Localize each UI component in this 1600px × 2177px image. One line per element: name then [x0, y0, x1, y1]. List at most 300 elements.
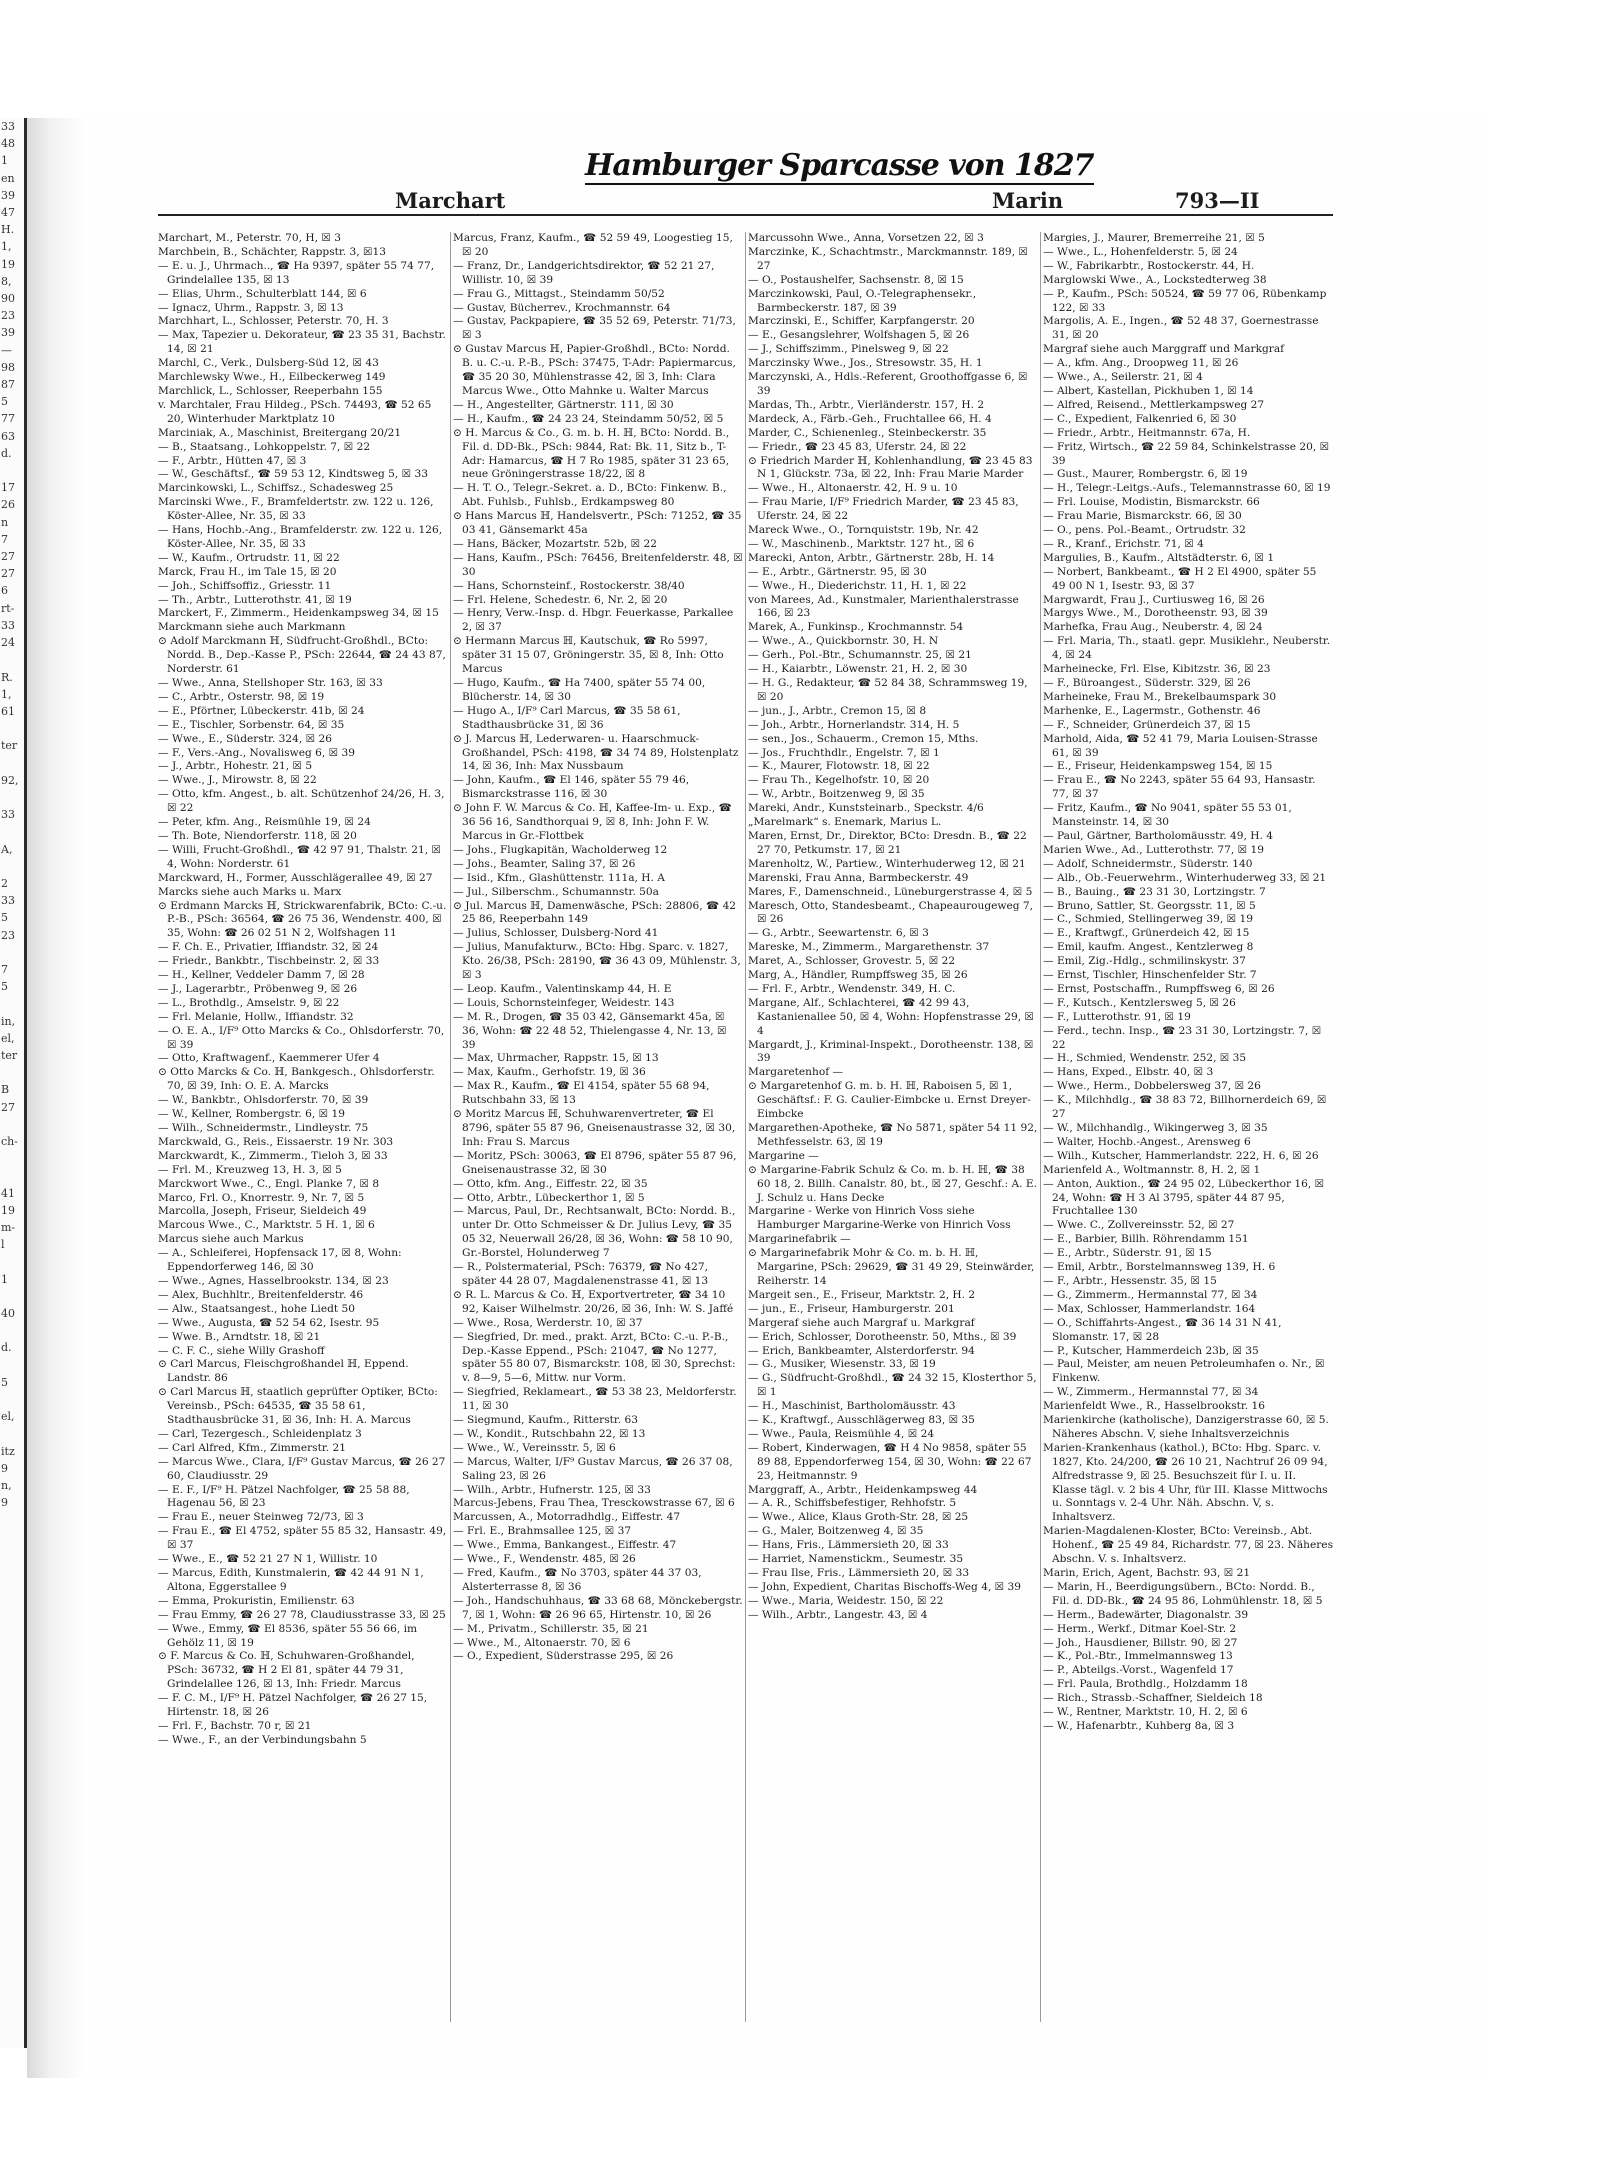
directory-entry: Marien Wwe., Ad., Lutterothstr. 77, ☒ 19	[1043, 843, 1264, 856]
directory-entry: Marcus, Franz, Kaufm., ☎ 52 59 49, Loogestieg 15, ☒ 20	[453, 232, 733, 258]
directory-entry: — Emma, Prokuristin, Emilienstr. 63	[158, 1594, 355, 1607]
column-divider	[1040, 232, 1041, 2022]
directory-entry: Marczinski, E., Schiffer, Karpfangerstr. 20	[748, 315, 975, 328]
directory-entry: — Marin, H., Beerdigungsübern., BCto: Nordd. B., Fil. d. DD-Bk., ☎ 24 95 86, Lohmühlenstr. 18, ☒ 5	[1043, 1580, 1323, 1607]
directory-entry: — Julius, Manufakturw., BCto: Hbg. Sparc. v. 1827, Kto. 26/38, PSch: 28190, ☎ 36 43 09, Mühlenstr. 3, ☒ 3	[453, 941, 741, 982]
directory-entry: — Frl. Paula, Brothdlg., Holzdamm 18	[1043, 1678, 1248, 1691]
directory-entry: — Frau Emmy, ☎ 26 27 78, Claudiusstrasse 33, ☒ 25	[158, 1608, 446, 1621]
directory-entry: Marglowski Wwe., A., Lockstedterweg 38	[1043, 273, 1267, 286]
directory-entry: — Otto, Arbtr., Lübeckerthor 1, ☒ 5	[453, 1191, 645, 1204]
directory-entry: — Wwe., Emmy, ☎ El 8536, später 55 56 66, im Gehölz 11, ☒ 19	[158, 1622, 418, 1649]
directory-entry: ⊙ Otto Marcks & Co. ℍ, Bankgesch., Ohlsdorferstr. 70, ☒ 39, Inh: O. E. A. Marcks	[158, 1066, 435, 1093]
header-rule	[158, 214, 1333, 216]
directory-entry: — O., Postaushelfer, Sachsenstr. 8, ☒ 15	[748, 273, 964, 286]
directory-entry: Margeraf siehe auch Margraf u. Markgraf	[748, 1316, 975, 1329]
directory-entry: — W., Bankbtr., Ohlsdorferstr. 70, ☒ 39	[158, 1094, 369, 1107]
directory-entry: — Frau E., ☎ No 2243, später 55 64 93, Hansastr. 77, ☒ 37	[1043, 774, 1316, 801]
directory-entry: — J., Lagerarbtr., Pröbenweg 9, ☒ 26	[158, 982, 358, 995]
directory-entry: Maren, Ernst, Dr., Direktor, BCto: Dresdn. B., ☎ 22 27 70, Petkumstr. 17, ☒ 21	[748, 829, 1027, 856]
directory-entry: Marczinke, K., Schachtmstr., Marckmannstr. 189, ☒ 27	[748, 245, 1028, 272]
directory-entry: — Henry, Verw.-Insp. d. Hbgr. Feuerkasse, Parkallee 2, ☒ 37	[453, 607, 734, 634]
directory-entry: — Hans, Fris., Lämmersieth 20, ☒ 33	[748, 1539, 949, 1552]
directory-entry: ⊙ F. Marcus & Co. ℍ, Schuhwaren-Großhandel, PSch: 36732, ☎ H 2 El 81, später 44 79 31, Grindelallee 126, ☒ 13, Inh: Friedr. Marcus	[158, 1650, 415, 1691]
directory-entry: Mareske, M., Zimmerm., Margarethenstr. 37	[748, 941, 990, 954]
directory-entry: — Bruno, Sattler, St. Georgsstr. 11, ☒ 5	[1043, 899, 1256, 912]
directory-entry: — Th. Bote, Niendorferstr. 118, ☒ 20	[158, 829, 357, 842]
directory-entry: — H., Angestellter, Gärtnerstr. 111, ☒ 30	[453, 398, 674, 411]
directory-entry: — J., Schiffszimm., Pinelsweg 9, ☒ 22	[748, 343, 949, 356]
directory-entry: — K., Pol.-Btr., Immelmannsweg 13	[1043, 1650, 1233, 1663]
directory-entry: — Friedr., ☎ 23 45 83, Uferstr. 24, ☒ 22	[748, 440, 967, 453]
directory-entry: — E., Friseur, Heidenkampsweg 154, ☒ 15	[1043, 760, 1273, 773]
directory-entry: — Wwe., Herm., Dobbelersweg 37, ☒ 26	[1043, 1080, 1261, 1093]
directory-entry: — Frl. F., Bachstr. 70 r, ☒ 21	[158, 1719, 312, 1732]
directory-entry: — Anton, Auktion., ☎ 24 95 02, Lübeckerthor 16, ☒ 24, Wohn: ☎ H 3 Al 3795, später 44 87 95, Fruchtallee 130	[1043, 1177, 1325, 1218]
directory-entry: — Friedr., Bankbtr., Tischbeinstr. 2, ☒ 33	[158, 955, 380, 968]
directory-entry: — R., Polstermaterial, PSch: 76379, ☎ No 427, später 44 28 07, Magdalenenstrasse 41, ☒ 13	[453, 1261, 709, 1287]
directory-entry: — Hans, Kaufm., PSch: 76456, Breitenfelderstr. 48, ☒ 30	[453, 551, 743, 578]
directory-entry: Marhefka, Frau Aug., Neuberstr. 4, ☒ 24	[1043, 621, 1263, 634]
directory-entry: — E. F., I/F⁹ H. Pätzel Nachfolger, ☎ 25 58 88, Hagenau 56, ☒ 23	[158, 1483, 410, 1510]
directory-entry: Marco, Frl. O., Knorrestr. 9, Nr. 7, ☒ 5	[158, 1191, 365, 1204]
directory-entry: Marckwort Wwe., C., Engl. Planke 7, ☒ 8	[158, 1177, 380, 1190]
column-divider	[745, 232, 746, 2022]
directory-entry: — Jos., Fruchthdlr., Engelstr. 7, ☒ 1	[748, 746, 940, 759]
directory-entry: — Erich, Bankbeamter, Alsterdorferstr. 94	[748, 1344, 975, 1357]
directory-entry: — K., Kraftwgf., Ausschlägerweg 83, ☒ 35	[748, 1414, 975, 1427]
directory-entry: ⊙ Margarine-Fabrik Schulz & Co. m. b. H. ℍ, ☎ 38 60 18, 2. Billh. Canalstr. 80, bt., ☒ 27, Geschf.: A. E. J. Schulz u. Hans Decke	[748, 1163, 1038, 1204]
directory-entry: — Wwe., A., Quickbornstr. 30, H. N	[748, 635, 939, 648]
previous-page-edge	[0, 118, 27, 2048]
directory-entry: Margraf siehe auch Marggraff und Markgraf	[1043, 343, 1285, 356]
directory-entry: — Frau E., neuer Steinweg 72/73, ☒ 3	[158, 1511, 364, 1524]
directory-entry: Marcinkowski, L., Schiffsz., Schadesweg 25	[158, 482, 394, 495]
directory-entry: — Hugo, Kaufm., ☎ Ha 7400, später 55 74 00, Blücherstr. 14, ☒ 30	[453, 677, 706, 703]
directory-entry: — Frl. Helene, Schedestr. 6, Nr. 2, ☒ 20	[453, 593, 668, 606]
directory-entry: — Marcus, Paul, Dr., Rechtsanwalt, BCto: Nordd. B., unter Dr. Otto Schmeisser & Dr. Julius Levy, ☎ 35 05 32, Neuerwall 26/28, ☒ 36, Wohn: ☎ 58 10 90, Gr.-Borstel, Holunderweg 7	[453, 1205, 736, 1260]
directory-entry: Marien-Krankenhaus (kathol.), BCto: Hbg. Sparc. v. 1827, Kto. 24/200, ☎ 26 10 21, Nachtruf 26 09 94, Alfredstrasse 9, ☒ 25. Besuchszeit für I. u. II. Klasse tägl. v. 2 bis 4 Uhr, für III. Klasse Mittwochs u. Sonntags v. 2-4 Uhr. Näh. Abschn. V, s. Inhaltsverz.	[1043, 1441, 1328, 1524]
directory-entry: Margaretenhof —	[748, 1066, 844, 1079]
directory-entry: — W., Zimmerm., Hermannstal 77, ☒ 34	[1043, 1386, 1259, 1399]
directory-entry: Marchhart, L., Schlosser, Peterstr. 70, H. 3	[158, 315, 389, 328]
directory-entry: — Frau Marie, Bismarckstr. 66, ☒ 30	[1043, 510, 1242, 523]
directory-entry: Marczinkowski, Paul, O.-Telegraphensekr., Barmbeckerstr. 187, ☒ 39	[748, 287, 977, 314]
directory-entry: — Fred, Kaufm., ☎ No 3703, später 44 37 03, Alsterterrasse 8, ☒ 36	[453, 1567, 702, 1593]
directory-entry: ⊙ Friedrich Marder ℍ, Kohlenhandlung, ☎ 23 45 83 N 1, Glückstr. 73a, ☒ 22, Inh: Frau Marie Marder	[748, 454, 1033, 481]
directory-entry: — H., Maschinist, Bartholomäusstr. 43	[748, 1400, 956, 1413]
directory-entry: — Wilh., Schneidermstr., Lindleystr. 75	[158, 1122, 369, 1134]
directory-entry: — Marcus, Walter, I/F⁹ Gustav Marcus, ☎ 26 37 08, Saling 23, ☒ 26	[453, 1455, 733, 1482]
directory-entry: — Otto, kfm. Angest., b. alt. Schützenhof 24/26, H. 3, ☒ 22	[158, 788, 445, 815]
directory-entry: — Frl. E., Brahmsallee 125, ☒ 37	[453, 1525, 632, 1538]
directory-entry: — Wwe., M., Altonaerstr. 70, ☒ 6	[453, 1636, 631, 1649]
directory-entry: — H., Schmied, Wendenstr. 252, ☒ 35	[1043, 1052, 1247, 1065]
directory-entry: — Wwe., F., an der Verbindungsbahn 5	[158, 1733, 367, 1746]
directory-entry: Marecki, Anton, Arbtr., Gärtnerstr. 28b, H. 14	[748, 551, 995, 564]
directory-entry: — H., Kaiarbtr., Löwenstr. 21, H. 2, ☒ 30	[748, 663, 968, 676]
directory-entry: — E. u. J., Uhrmach.., ☎ Ha 9397, später 55 74 77, Grindelallee 135, ☒ 13	[158, 259, 435, 286]
directory-entry: — F., Vers.-Ang., Novalisweg 6, ☒ 39	[158, 746, 355, 759]
directory-entry: — Fritz, Wirtsch., ☎ 22 59 84, Schinkelstrasse 20, ☒ 39	[1043, 440, 1330, 467]
directory-entry: Marcus siehe auch Markus	[158, 1233, 304, 1246]
directory-entry: Marckward, H., Former, Ausschlägerallee 49, ☒ 27	[158, 871, 433, 884]
directory-entry: Marcous Wwe., C., Marktstr. 5 H. 1, ☒ 6	[158, 1219, 375, 1232]
directory-entry: — W., Maschinenb., Marktstr. 127 ht., ☒ 6	[748, 537, 975, 550]
directory-entry: — G., Arbtr., Seewartenstr. 6, ☒ 3	[748, 927, 929, 940]
directory-entry: — Joh., Arbtr., Hornerlandstr. 314, H. 5	[748, 718, 960, 731]
directory-entry: Marcussen, A., Motorradhdlg., Eiffestr. 47	[453, 1511, 681, 1524]
directory-entry: — E., Arbtr., Gärtnerstr. 95, ☒ 30	[748, 565, 927, 578]
directory-entry: — Marcus, Edith, Kunstmalerin, ☎ 42 44 91 N 1, Altona, Eggerstallee 9	[158, 1567, 424, 1593]
directory-entry: Marek, A., Funkinsp., Krochmannstr. 54	[748, 621, 964, 634]
directory-entry: — Alb., Ob.-Feuerwehrm., Winterhuderweg 33, ☒ 21	[1043, 871, 1327, 884]
directory-entry: — Wwe., H., Diederichstr. 11, H. 1, ☒ 22	[748, 579, 967, 592]
directory-entry: — W., Geschäftsf., ☎ 59 53 12, Kindtsweg 5, ☒ 33	[158, 468, 428, 481]
directory-entry: Mareck Wwe., O., Tornquiststr. 19b, Nr. 42	[748, 524, 979, 537]
directory-entry: — Emil, Arbtr., Borstelmannsweg 139, H. 6	[1043, 1261, 1276, 1274]
directory-entry: Margarine - Werke von Hinrich Voss siehe Hamburger Margarine-Werke von Hinrich Voss	[748, 1205, 1011, 1232]
directory-entry: — H., Kellner, Veddeler Damm 7, ☒ 28	[158, 969, 365, 982]
directory-entry: — O., Expedient, Süderstrasse 295, ☒ 26	[453, 1650, 674, 1663]
directory-entry: Margys Wwe., M., Dorotheenstr. 93, ☒ 39	[1043, 607, 1268, 620]
directory-entry: Mares, F., Damenschneid., Lüneburgerstrasse 4, ☒ 5	[748, 885, 1033, 898]
directory-column-3	[748, 232, 1038, 2032]
directory-entry: Marchl, C., Verk., Dulsberg-Süd 12, ☒ 43	[158, 357, 379, 370]
directory-entry: ⊙ R. L. Marcus & Co. ℍ, Exportvertreter, ☎ 34 10 92, Kaiser Wilhelmstr. 20/26, ☒ 36, Inh: W. S. Jaffé	[453, 1288, 734, 1315]
directory-entry: ⊙ Carl Marcus ℍ, staatlich geprüfter Optiker, BCto: Vereinsb., PSch: 64535, ☎ 35 58 61, Stadthausbrücke 31, ☒ 36, Inh: H. A. Marcus	[158, 1386, 438, 1427]
directory-entry: ⊙ Gustav Marcus ℍ, Papier-Großhdl., BCto: Nordd. B. u. C.-u. P.-B., PSch: 37475, T-Adr: Papiermarcus, ☎ 35 20 30, Mühlenstrasse 42, ☒ 3, Inh: Clara Marcus Wwe., Otto Mahnke u. Walter Marcus	[453, 343, 736, 397]
directory-entry: Marckmann siehe auch Markmann	[158, 621, 346, 634]
directory-entry: — Wwe., Emma, Bankangest., Eiffestr. 47	[453, 1539, 677, 1552]
directory-entry: Mareki, Andr., Kunststeinarb., Speckstr. 4/6	[748, 802, 984, 815]
directory-entry: — Carl, Tezergesch., Schleidenplatz 3	[158, 1427, 362, 1440]
directory-entry: Marczinsky Wwe., Jos., Stresowstr. 35, H. 1	[748, 357, 983, 370]
directory-entry: — Siegfried, Dr. med., prakt. Arzt, BCto: C.-u. P.-B., Dep.-Kasse Eppend., PSch: 21047, ☎ No 1277, später 55 80 07, Bismarckstr. 108, ☒ 30, Sprechst: v. 8—9, 5—6, Mittw. nur Vorm.	[453, 1330, 736, 1385]
directory-entry: — G., Südfrucht-Großhdl., ☎ 24 32 15, Klosterthor 5, ☒ 1	[748, 1372, 1037, 1399]
directory-entry: Marczynski, A., Hdls.-Referent, Groothoffgasse 6, ☒ 39	[748, 371, 1028, 397]
directory-entry: — John, Kaufm., ☎ El 146, später 55 79 46, Bismarckstrasse 116, ☒ 30	[453, 774, 690, 801]
directory-entry: — Paul, Gärtner, Bartholomäusstr. 49, H. 4	[1043, 829, 1273, 842]
directory-entry: — W., Kondit., Rutschbahn 22, ☒ 13	[453, 1427, 646, 1440]
directory-entry: — Frl. F., Arbtr., Wendenstr. 349, H. C.	[748, 982, 956, 995]
directory-entry: Margarine —	[748, 1149, 819, 1162]
directory-entry: Marenholtz, W., Partiew., Winterhuderweg 12, ☒ 21	[748, 857, 1026, 870]
directory-entry: — J., Arbtr., Hohestr. 21, ☒ 5	[158, 760, 313, 773]
directory-entry: — Wwe., F., Wendenstr. 485, ☒ 26	[453, 1553, 636, 1566]
directory-entry: — Wwe., Agnes, Hasselbrookstr. 134, ☒ 23	[158, 1274, 389, 1287]
directory-entry: — Wwe., Rosa, Werderstr. 10, ☒ 37	[453, 1316, 643, 1329]
directory-entry: — Gerh., Pol.-Btr., Schumannstr. 25, ☒ 21	[748, 649, 972, 662]
directory-entry: — F., Arbtr., Hütten 47, ☒ 3	[158, 454, 307, 467]
directory-entry: — Wwe. B., Arndtstr. 18, ☒ 21	[158, 1330, 321, 1343]
directory-entry: — C., Arbtr., Osterstr. 98, ☒ 19	[158, 690, 325, 703]
directory-entry: — Leop. Kaufm., Valentinskamp 44, H. E	[453, 982, 672, 995]
directory-entry: Marck, Frau H., im Tale 15, ☒ 20	[158, 565, 337, 578]
directory-entry: — Johs., Beamter, Saling 37, ☒ 26	[453, 857, 636, 870]
directory-entry: — Hugo A., I/F⁹ Carl Marcus, ☎ 35 58 61, Stadthausbrücke 31, ☒ 36	[453, 704, 681, 731]
directory-entry: — F., Büroangest., Süderstr. 329, ☒ 26	[1043, 677, 1251, 689]
directory-entry: — Max R., Kaufm., ☎ El 4154, später 55 68 94, Rutschbahn 33, ☒ 13	[453, 1080, 710, 1107]
directory-entry: — P., Kaufm., PSch: 50524, ☎ 59 77 06, Rübenkamp 122, ☒ 33	[1043, 287, 1327, 314]
directory-entry: Marienkirche (katholische), Danzigerstrasse 60, ☒ 5. Näheres Abschn. V, siehe Inhaltsverzeichnis	[1043, 1414, 1329, 1440]
directory-entry: ⊙ Carl Marcus, Fleischgroßhandel ℍ, Eppend. Landstr. 86	[158, 1358, 409, 1385]
directory-entry: — Gustav, Packpapiere, ☎ 35 52 69, Peterstr. 71/73, ☒ 3	[453, 315, 736, 342]
directory-entry: — Max, Kaufm., Gerhofstr. 19, ☒ 36	[453, 1066, 646, 1079]
directory-entry: — H. G., Redakteur, ☎ 52 84 38, Schrammsweg 19, ☒ 20	[748, 677, 1028, 703]
directory-entry: — Siegfried, Reklameart., ☎ 53 38 23, Meldorferstr. 11, ☒ 30	[453, 1386, 737, 1413]
directory-entry: Margies, J., Maurer, Bremerreihe 21, ☒ 5	[1043, 232, 1265, 244]
directory-entry: — P., Kutscher, Hammerdeich 23b, ☒ 35	[1043, 1344, 1259, 1357]
directory-entry: — Rich., Strassb.-Schaffner, Sieldeich 18	[1043, 1692, 1263, 1705]
directory-entry: — Isid., Kfm., Glashüttenstr. 111a, H. A	[453, 871, 665, 884]
directory-entry: Marckwardt, K., Zimmerm., Tieloh 3, ☒ 33	[158, 1149, 388, 1162]
directory-entry: — Max, Uhrmacher, Rappstr. 15, ☒ 13	[453, 1052, 659, 1065]
directory-entry: — O. E. A., I/F⁹ Otto Marcks & Co., Ohlsdorferstr. 70, ☒ 39	[158, 1024, 445, 1051]
directory-entry: Marder, C., Schienenleg., Steinbeckerstr. 35	[748, 426, 987, 439]
directory-entry: — F., Schneider, Grünerdeich 37, ☒ 15	[1043, 718, 1251, 731]
directory-entry: — Wwe., Anna, Stellshoper Str. 163, ☒ 33	[158, 677, 383, 689]
directory-entry: — Wwe., Alice, Klaus Groth-Str. 28, ☒ 25	[748, 1511, 969, 1524]
directory-entry: — G., Musiker, Wiesenstr. 33, ☒ 19	[748, 1358, 936, 1371]
directory-entry: — Paul, Meister, am neuen Petroleumhafen o. Nr., ☒ Finkenw.	[1043, 1358, 1325, 1385]
directory-entry: Marcinski Wwe., F., Bramfeldertstr. zw. 122 u. 126, Köster-Allee, Nr. 35, ☒ 33	[158, 496, 434, 523]
directory-entry: — Peter, kfm. Ang., Reismühle 19, ☒ 24	[158, 816, 371, 829]
directory-entry: ⊙ Margarinefabrik Mohr & Co. m. b. H. ℍ, Margarine, PSch: 29629, ☎ 31 49 29, Steinwärder, Reiherstr. 14	[748, 1247, 1035, 1287]
directory-column-4	[1043, 232, 1333, 2032]
directory-entry: — Alw., Staatsangest., hohe Liedt 50	[158, 1302, 355, 1315]
directory-entry: — R., Kranf., Erichstr. 71, ☒ 4	[1043, 537, 1204, 550]
directory-entry: — Wilh., Arbtr., Hufnerstr. 125, ☒ 33	[453, 1483, 651, 1496]
directory-entry: — C., Expedient, Falkenried 6, ☒ 30	[1043, 412, 1237, 425]
directory-entry: ⊙ J. Marcus ℍ, Lederwaren- u. Haarschmuck-Großhandel, PSch: 4198, ☎ 34 74 89, Holstenplatz 14, ☒ 36, Inh: Max Nussbaum	[453, 732, 739, 773]
directory-entry: v. Marchtaler, Frau Hildeg., PSch. 74493, ☎ 52 65 20, Winterhuder Marktplatz 10	[158, 398, 432, 425]
directory-entry: — Moritz, PSch: 30063, ☎ El 8796, später 55 87 96, Gneisenaustrasse 32, ☒ 30	[453, 1149, 737, 1176]
directory-entry: Marciniak, A., Maschinist, Breitergang 20/21	[158, 426, 402, 439]
directory-entry: ⊙ Hermann Marcus ℍ, Kautschuk, ☎ Ro 5997, später 31 15 07, Gröningerstr. 35, ☒ 8, Inh: Otto Marcus	[453, 635, 724, 676]
directory-entry: Marienfeldt Wwe., R., Hasselbrookstr. 16	[1043, 1400, 1266, 1413]
directory-entry: ⊙ Erdmann Marcks ℍ, Strickwarenfabrik, BCto: C.-u. P.-B., PSch: 36564, ☎ 26 75 36, Wendenstr. 400, ☒ 35, Wohn: ☎ 26 02 51 N 2, Wolfshagen 11	[158, 899, 447, 940]
directory-entry: Marienfeld A., Woltmannstr. 8, H. 2, ☒ 1	[1043, 1163, 1261, 1176]
directory-entry: Marchlewsky Wwe., H., Eilbeckerweg 149	[158, 371, 386, 384]
directory-entry: Margwardt, Frau J., Curtiusweg 16, ☒ 26	[1043, 593, 1265, 606]
directory-entry: Margardt, J., Kriminal-Inspekt., Dorotheenstr. 138, ☒ 39	[748, 1038, 1034, 1065]
directory-entry: — F. Ch. E., Privatier, Iffiandstr. 32, ☒ 24	[158, 941, 379, 954]
directory-entry: — Wwe., Maria, Weidestr. 150, ☒ 22	[748, 1594, 944, 1607]
directory-entry: — Ferd., techn. Insp., ☎ 23 31 30, Lortzingstr. 7, ☒ 22	[1043, 1024, 1322, 1051]
directory-entry: — F., Lutterothstr. 91, ☒ 19	[1043, 1010, 1191, 1023]
directory-entry: — Robert, Kinderwagen, ☎ H 4 No 9858, später 55 89 88, Eppendorferweg 154, ☒ 30, Wohn: ☎ 22 67 23, Heitmannstr. 9	[748, 1441, 1032, 1482]
directory-entry: — Herm., Badewärter, Diagonalstr. 39	[1043, 1608, 1249, 1621]
directory-entry: Mardeck, A., Färb.-Geh., Fruchtallee 66, H. 4	[748, 412, 992, 425]
directory-entry: — Willi, Frucht-Großhdl., ☎ 42 97 91, Thalstr. 21, ☒ 4, Wohn: Norderstr. 61	[158, 843, 441, 870]
directory-entry: — Adolf, Schneidermstr., Süderstr. 140	[1043, 857, 1253, 870]
directory-entry: — Frl. Melanie, Hollw., Iffiandstr. 32	[158, 1010, 354, 1023]
directory-entry: ⊙ Jul. Marcus ℍ, Damenwäsche, PSch: 28806, ☎ 42 25 86, Reeperbahn 149	[453, 899, 737, 926]
directory-entry: — Otto, kfm. Ang., Eiffestr. 22, ☒ 35	[453, 1177, 648, 1190]
directory-entry: — Wilh., Arbtr., Langestr. 43, ☒ 4	[748, 1608, 928, 1621]
directory-entry: Marckert, F., Zimmerm., Heidenkampsweg 34, ☒ 15	[158, 607, 439, 620]
directory-entry: — Wwe., W., Vereinsstr. 5, ☒ 6	[453, 1441, 616, 1454]
directory-entry: — H., Kaufm., ☎ 24 23 24, Steindamm 50/52, ☒ 5	[453, 412, 724, 425]
directory-entry: — Franz, Dr., Landgerichtsdirektor, ☎ 52 21 27, Willistr. 10, ☒ 39	[453, 259, 715, 286]
directory-entry: — Joh., Handschuhhaus, ☎ 33 68 68, Mönckebergstr. 7, ☒ 1, Wohn: ☎ 26 96 65, Hirtenstr. 10, ☒ 26	[453, 1594, 743, 1621]
directory-entry: — W., Arbtr., Boitzenweg 9, ☒ 35	[748, 788, 925, 801]
directory-entry: Marchart, M., Peterstr. 70, H, ☒ 3	[158, 232, 341, 244]
directory-entry: — Ernst, Postschaffn., Rumpffsweg 6, ☒ 26	[1043, 982, 1275, 995]
directory-entry: — Max, Schlosser, Hammerlandstr. 164	[1043, 1302, 1256, 1315]
directory-entry: — jun., E., Friseur, Hamburgerstr. 201	[748, 1302, 955, 1315]
directory-entry: — K., Maurer, Flotowstr. 18, ☒ 22	[748, 760, 930, 773]
directory-entry: Marckwald, G., Reis., Eissaerstr. 19 Nr. 303	[158, 1135, 394, 1148]
directory-entry: — W., Milchhandlg., Wikingerweg 3, ☒ 35	[1043, 1122, 1268, 1134]
directory-entry: — Emil, kaufm. Angest., Kentzlerweg 8	[1043, 941, 1254, 954]
directory-entry: — Wwe., E., ☎ 52 21 27 N 1, Willistr. 10	[158, 1553, 378, 1566]
directory-entry: Marchbein, B., Schächter, Rappstr. 3, ☒13	[158, 245, 386, 258]
directory-entry: — Otto, Kraftwagenf., Kaemmerer Ufer 4	[158, 1052, 380, 1065]
directory-entry: — Hans, Bäcker, Mozartstr. 52b, ☒ 22	[453, 537, 657, 550]
directory-entry: — Frau Ilse, Fris., Lämmersieth 20, ☒ 33	[748, 1567, 970, 1579]
directory-entry: Margeit sen., E., Friseur, Marktstr. 2, H. 2	[748, 1288, 976, 1301]
directory-entry: — Wwe., J., Mirowstr. 8, ☒ 22	[158, 774, 317, 787]
directory-entry: — Joh., Hausdiener, Billstr. 90, ☒ 27	[1043, 1636, 1238, 1649]
previous-page-fragment: 33 48 1 en 39 47 H. 1, 19 8, 90 23 39 — 98 87 5 77 63 d. 17 26 n 7 27 27 6 rt- 33 24 R. 1, 61 ter 92, 33 A, 2 33 5 23 7 5 in, el, ter B 27 ch- 41 19 m- l 1 40 d. 5 el, itz 9 n, 9	[1, 120, 19, 1510]
directory-entry: — Herm., Werkf., Ditmar Koel-Str. 2	[1043, 1622, 1237, 1635]
directory-entry: — Wwe., L., Hohenfelderstr. 5, ☒ 24	[1043, 245, 1238, 258]
directory-entry: — Joh., Schiffsoffiz., Griesstr. 11	[158, 579, 332, 592]
directory-entry: — G., Zimmerm., Hermannstal 77, ☒ 34	[1043, 1288, 1258, 1301]
directory-entry: — Siegmund, Kaufm., Ritterstr. 63	[453, 1414, 639, 1427]
directory-entry: — E., Tischler, Sorbenstr. 64, ☒ 35	[158, 718, 345, 731]
directory-entry: — O., Schiffahrts-Angest., ☎ 36 14 31 N 41, Slomanstr. 17, ☒ 28	[1043, 1316, 1282, 1343]
directory-entry: — Erich, Schlosser, Dorotheenstr. 50, Mths., ☒ 39	[748, 1330, 1017, 1343]
directory-entry: — Wilh., Kutscher, Hammerlandstr. 222, H. 6, ☒ 26	[1043, 1149, 1319, 1162]
directory-entry: Margarethen-Apotheke, ☎ No 5871, später 54 11 92, Methfesselstr. 63, ☒ 19	[748, 1122, 1038, 1148]
directory-entry: Marcolla, Joseph, Friseur, Sieldeich 49	[158, 1205, 367, 1218]
directory-entry: Marg, A., Händler, Rumpffsweg 35, ☒ 26	[748, 969, 968, 982]
directory-entry: — O., pens. Pol.-Beamt., Ortrudstr. 32	[1043, 524, 1246, 537]
directory-entry: — Norbert, Bankbeamt., ☎ H 2 El 4900, später 55 49 00 N 1, Isestr. 93, ☒ 37	[1043, 565, 1317, 592]
directory-entry: Marheinecke, Frl. Else, Kibitzstr. 36, ☒ 23	[1043, 663, 1271, 676]
directory-entry: Marcussohn Wwe., Anna, Vorsetzen 22, ☒ 3	[748, 232, 984, 244]
directory-entry: ⊙ Adolf Marckmann ℍ, Südfrucht-Großhdl., BCto: Nordd. B., Dep.-Kasse P., PSch: 22644, ☎ 24 43 87, Norderstr. 61	[158, 635, 446, 676]
directory-entry: — Friedr., Arbtr., Heitmannstr. 67a, H.	[1043, 426, 1251, 439]
directory-entry: — Frau Th., Kegelhofstr. 10, ☒ 20	[748, 774, 930, 787]
directory-entry: — Emil, Zig.-Hdlg., schmilinskystr. 37	[1043, 955, 1246, 968]
directory-entry: ⊙ Moritz Marcus ℍ, Schuhwarenvertreter, ☎ El 8796, später 55 87 96, Gneisenaustrasse 32, ☒ 30, Inh: Frau S. Marcus	[453, 1108, 736, 1148]
directory-entry: — W., Kaufm., Ortrudstr. 11, ☒ 22	[158, 551, 340, 564]
directory-entry: — W., Rentner, Marktstr. 10, H. 2, ☒ 6	[1043, 1706, 1248, 1719]
directory-entry: — Wwe. C., Zollvereinsstr. 52, ☒ 27	[1043, 1219, 1235, 1232]
directory-entry: — W., Hafenarbtr., Kuhberg 8a, ☒ 3	[1043, 1719, 1235, 1732]
directory-entry: Margane, Alf., Schlachterei, ☎ 42 99 43, Kastanienallee 50, ☒ 4, Wohn: Hopfenstrasse 29, ☒ 4	[748, 996, 1034, 1037]
directory-entry: — Ignacz, Uhrm., Rappstr. 3, ☒ 13	[158, 301, 344, 314]
directory-entry: — Frau G., Mittagst., Steindamm 50/52	[453, 287, 665, 300]
header-left-keyword: Marchart	[395, 188, 506, 213]
directory-entry: Margarinefabrik —	[748, 1233, 851, 1246]
directory-entry: — Julius, Schlosser, Dulsberg-Nord 41	[453, 927, 659, 940]
directory-entry: — Carl Alfred, Kfm., Zimmerstr. 21	[158, 1441, 346, 1454]
directory-entry: — Gustav, Bücherrev., Krochmannstr. 64	[453, 301, 671, 314]
directory-entry: Margolis, A. E., Ingen., ☎ 52 48 37, Goernestrasse 31, ☒ 20	[1043, 315, 1319, 342]
directory-entry: — Hans, Hochb.-Ang., Bramfelderstr. zw. 122 u. 126, Köster-Allee, Nr. 35, ☒ 33	[158, 524, 443, 550]
sparcasse-logo-text: Hamburger Sparcasse von 1827	[585, 148, 1094, 183]
directory-entry: — C., Schmied, Stellingerweg 39, ☒ 19	[1043, 913, 1253, 926]
directory-entry: Marcus-Jebens, Frau Thea, Tresckowstrasse 67, ☒ 6	[453, 1497, 735, 1510]
directory-entry: ⊙ Margaretenhof G. m. b. H. ℍ, Raboisen 5, ☒ 1, Geschäftsf.: F. G. Caulier-Eimbcke u. Ernst Dreyer-Eimbcke	[748, 1080, 1031, 1121]
directory-entry: — B., Bauing., ☎ 23 31 30, Lortzingstr. 7	[1043, 885, 1266, 898]
directory-entry: — Elias, Uhrm., Schulterblatt 144, ☒ 6	[158, 287, 367, 300]
directory-entry: — E., Barbier, Billh. Röhrendamm 151	[1043, 1233, 1249, 1246]
directory-entry: Marcks siehe auch Marks u. Marx	[158, 885, 342, 898]
directory-column-1	[158, 232, 448, 2032]
directory-entry: — Frl. Louise, Modistin, Bismarckstr. 66	[1043, 496, 1260, 509]
directory-entry: — H., Telegr.-Leitgs.-Aufs., Telemannstrasse 60, ☒ 19	[1043, 482, 1331, 495]
directory-entry: — Albert, Kastellan, Pickhuben 1, ☒ 14	[1043, 384, 1254, 397]
directory-entry: — jun., J., Arbtr., Cremon 15, ☒ 8	[748, 704, 927, 717]
directory-entry: — F., Arbtr., Hessenstr. 35, ☒ 15	[1043, 1274, 1217, 1287]
directory-entry: — P., Abteilgs.-Vorst., Wagenfeld 17	[1043, 1664, 1234, 1677]
directory-entry: — E., Arbtr., Süderstr. 91, ☒ 15	[1043, 1247, 1212, 1260]
directory-entry: — Marcus Wwe., Clara, I/F⁹ Gustav Marcus, ☎ 26 27 60, Claudiusstr. 29	[158, 1455, 446, 1482]
directory-entry: — sen., Jos., Schauerm., Cremon 15, Mths.	[748, 732, 979, 745]
page-number: 793—II	[1175, 188, 1260, 213]
directory-entry: Maret, A., Schlosser, Grovestr. 5, ☒ 22	[748, 955, 956, 968]
running-head	[160, 130, 1330, 213]
directory-entry: Marien-Magdalenen-Kloster, BCto: Vereinsb., Abt. Hohenf., ☎ 25 49 84, Richardstr. 77, ☒ 23. Näheres Abschn. V. s. Inhaltsverz.	[1043, 1525, 1333, 1566]
directory-entry: — F., Kutsch., Kentzlersweg 5, ☒ 26	[1043, 996, 1236, 1009]
directory-entry: Marchlick, L., Schlosser, Reeperbahn 155	[158, 384, 383, 397]
directory-entry: — W., Fabrikarbtr., Rostockerstr. 44, H.	[1043, 259, 1255, 272]
directory-entry: — Alfred, Reisend., Mettlerkampsweg 27	[1043, 398, 1265, 411]
directory-entry: — E., Pförtner, Lübeckerstr. 41b, ☒ 24	[158, 704, 365, 717]
directory-entry: — Wwe., H., Altonaerstr. 42, H. 9 u. 10	[748, 482, 958, 495]
directory-entry: — Hans, Schornsteinf., Rostockerstr. 38/40	[453, 579, 685, 592]
directory-entry: — Hans, Exped., Elbstr. 40, ☒ 3	[1043, 1066, 1214, 1079]
directory-entry: ⊙ H. Marcus & Co., G. m. b. H. ℍ, BCto: Nordd. B., Fil. d. DD-Bk., PSch: 9844, Rat: Bk. 11, Sitz b., T-Adr: Hamarcus, ☎ H 7 Ro 1985, später 31 23 65, neue Gröningerstrasse 18/22, ☒ 8	[453, 426, 730, 481]
directory-entry: — H. T. O., Telegr.-Sekret. a. D., BCto: Finkenw. B., Abt. Fuhlsb., Fuhlsb., Erdkampsweg 80	[453, 482, 727, 509]
directory-entry: — G., Maler, Boitzenweg 4, ☒ 35	[748, 1525, 924, 1538]
directory-entry: Marin, Erich, Agent, Bachstr. 93, ☒ 21	[1043, 1567, 1251, 1579]
directory-entry: — A., kfm. Ang., Droopweg 11, ☒ 26	[1043, 357, 1239, 370]
column-divider	[450, 232, 451, 2022]
directory-entry: — C. F. C., siehe Willy Grashoff	[158, 1344, 325, 1357]
directory-entry: — Th., Arbtr., Lutterothstr. 41, ☒ 19	[158, 593, 352, 606]
directory-entry: — L., Brothdlg., Amselstr. 9, ☒ 22	[158, 996, 340, 1009]
directory-entry: — A., Schleiferei, Hopfensack 17, ☒ 8, Wohn: Eppendorferweg 146, ☒ 30	[158, 1247, 402, 1274]
directory-entry: — Fritz, Kaufm., ☎ No 9041, später 55 53 01, Mansteinstr. 14, ☒ 30	[1043, 802, 1292, 829]
directory-entry: — Gust., Maurer, Rombergstr. 6, ☒ 19	[1043, 468, 1248, 481]
directory-entry: — F. C. M., I/F⁹ H. Pätzel Nachfolger, ☎ 26 27 15, Hirtenstr. 18, ☒ 26	[158, 1692, 428, 1719]
directory-entry: — Max, Tapezier u. Dekorateur, ☎ 23 35 31, Bachstr. 14, ☒ 21	[158, 329, 446, 356]
directory-entry: — Wwe., Paula, Reismühle 4, ☒ 24	[748, 1427, 935, 1440]
directory-entry: — Johs., Flugkapitän, Wacholderweg 12	[453, 843, 668, 856]
directory-entry: — Frau E., ☎ El 4752, später 55 85 32, Hansastr. 49, ☒ 37	[158, 1525, 447, 1552]
header-right-keyword: Marin	[992, 188, 1064, 213]
directory-entry: — B., Staatsang., Lohkoppelstr. 7, ☒ 22	[158, 440, 371, 453]
directory-entry: — M., Privatm., Schillerstr. 35, ☒ 21	[453, 1622, 649, 1635]
book-gutter	[27, 118, 85, 2078]
directory-entry: Marheineke, Frau M., Brekelbaumspark 30	[1043, 690, 1277, 703]
directory-entry: — Wwe., A., Seilerstr. 21, ☒ 4	[1043, 371, 1203, 384]
directory-entry: Marhenke, E., Lagermstr., Gothenstr. 46	[1043, 704, 1261, 717]
directory-entry: — Ernst, Tischler, Hinschenfelder Str. 7	[1043, 969, 1257, 982]
directory-entry: — E., Kraftwgf., Grünerdeich 42, ☒ 15	[1043, 927, 1250, 940]
directory-entry: — A. R., Schiffsbefestiger, Rehhofstr. 5	[748, 1497, 957, 1510]
directory-column-2	[453, 232, 743, 2032]
directory-entry: — Harriet, Namenstickm., Seumestr. 35	[748, 1553, 964, 1566]
directory-entry: — Wwe., Augusta, ☎ 52 54 62, Isestr. 95	[158, 1316, 380, 1329]
directory-entry: — Frl. Maria, Th., staatl. gepr. Musiklehr., Neuberstr. 4, ☒ 24	[1043, 635, 1331, 662]
